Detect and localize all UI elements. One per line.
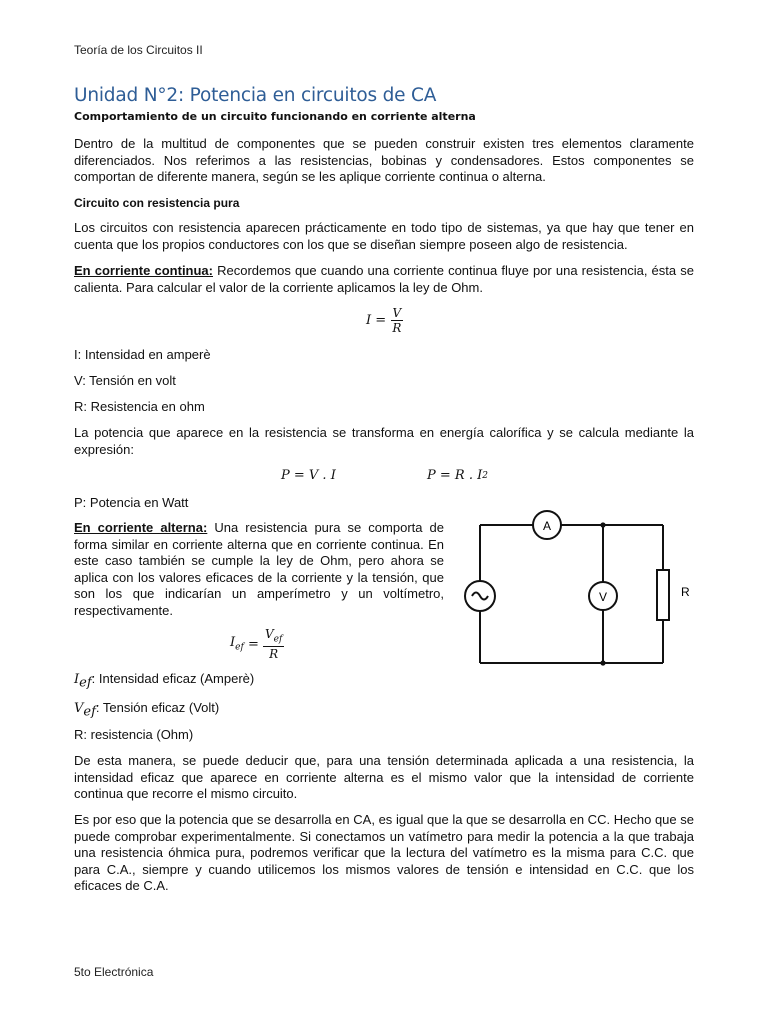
def-i-sym: I (74, 672, 80, 687)
ac-paragraph (74, 520, 444, 620)
ohm-formula (366, 306, 403, 335)
def-v-sym: V (74, 701, 84, 716)
dc-text: Recordemos que cuando una corriente continua fluye por una resistencia, ésta se calienta. Para calcular el valor de la corriente aplicamos la ley de Ohm. (74, 263, 694, 295)
page-header: Teoría de los Circuitos II (74, 43, 203, 57)
def-i-text: : Intensidad eficaz (Amperè) (91, 671, 255, 686)
page-subtitle: Comportamiento de un circuito funcionando en corriente alterna (74, 110, 476, 123)
ac-ohm-formula (230, 627, 284, 661)
def-intensidad-eficaz (74, 671, 254, 691)
def-resistencia-ohm: R: resistencia (Ohm) (74, 727, 194, 742)
ac-num-sub: ef (273, 634, 283, 645)
power-formula-vi: P = V . I (281, 468, 336, 483)
resistencia-paragraph: Los circuitos con resistencia aparecen prácticamente en todo tipo de sistemas, ya que hay que tener en cuenta que los propios conductores con los que se diseñan siempre poseen algo de resistencia. (74, 220, 694, 252)
deduce-paragraph: De esta manera, se puede deducir que, para una tensión determinada aplicada a una resistencia, la intensidad eficaz que aparece en corriente alterna es el mismo valor que la intensidad de corriente continua que recorre el mismo circuito. (74, 753, 694, 802)
ohm-formula-lhs: I = (366, 313, 387, 328)
ac-ohm-fraction (263, 627, 284, 661)
circuit-diagram (455, 510, 690, 675)
resistor-label: R (681, 585, 690, 599)
page-title: Unidad N°2: Potencia en circuitos de CA (74, 85, 437, 106)
ac-num-base: V (265, 627, 274, 641)
power-formula-ri2 (427, 468, 488, 483)
ac-formula-eq: = (247, 636, 259, 652)
intro-paragraph: Dentro de la multitud de componentes que se pueden construir existen tres elementos claramente diferenciados. Nos referimos a las resistencias, bobinas y condensadores. Estos componentes se comportan de diferente manera, según se les aplique corriente continua o alterna. (74, 136, 694, 185)
def-tension: V: Tensión en volt (74, 373, 176, 388)
ohm-fraction (390, 306, 403, 335)
ac-label: En corriente alterna: (74, 520, 208, 535)
def-intensidad: I: Intensidad en amperè (74, 347, 211, 362)
voltmeter-label: V (598, 590, 608, 604)
ac-formula-lhs-sub: ef (235, 642, 244, 653)
page-footer: 5to Electrónica (74, 965, 154, 979)
def-potencia: P: Potencia en Watt (74, 495, 189, 510)
node-top (600, 522, 605, 527)
power-formula-ri2-exp: 2 (482, 470, 488, 481)
node-bottom (600, 660, 605, 665)
ac-text: Una resistencia pura se comporta de forma similar en corriente alterna que en corriente continua. En este caso también se cumple la ley de Ohm, pero ahora se aplica con los valores eficaces de la corriente y la tensión, que son los que indicarían un amperímetro y un voltímetro, respectivamente. (74, 520, 444, 618)
def-v-text: : Tensión eficaz (Volt) (95, 700, 220, 715)
def-resistencia: R: Resistencia en ohm (74, 399, 205, 414)
section-heading-resistencia: Circuito con resistencia pura (74, 196, 240, 210)
power-paragraph: La potencia que aparece en la resistencia se transforma en energía calorífica y se calcula mediante la expresión: (74, 425, 694, 457)
ac-ohm-denominator: R (269, 647, 279, 662)
ac-formula-lhs-base: I (230, 635, 236, 651)
ohm-denominator: R (392, 321, 402, 335)
ac-ohm-numerator (263, 627, 284, 647)
ac-formula-lhs (230, 635, 244, 653)
dc-paragraph (74, 263, 694, 296)
def-i-sub: ef (79, 675, 92, 691)
ammeter-label: A (542, 519, 552, 533)
def-tension-eficaz (74, 700, 219, 720)
resistor-symbol (657, 570, 669, 620)
ohm-numerator: V (392, 306, 402, 320)
power-equality-paragraph: Es por eso que la potencia que se desarrolla en CA, es igual que la que se desarrolla en CC. Hecho que se puede comprobar experimentalmente. Si conectamos un vatímetro para medir la potencia a la que trabaja una resistencia óhmica pura, podremos verificar que la lectura del vatímetro es la misma para C.C. que para C.A., siempre y cuando utilicemos los mismos valores de tensión e intensidad en C.C. que los eficaces de C.A. (74, 812, 694, 894)
def-v-sub: ef (83, 704, 96, 720)
dc-label: En corriente continua: (74, 263, 213, 278)
power-formula-ri2-base: P = R . I (427, 468, 483, 483)
